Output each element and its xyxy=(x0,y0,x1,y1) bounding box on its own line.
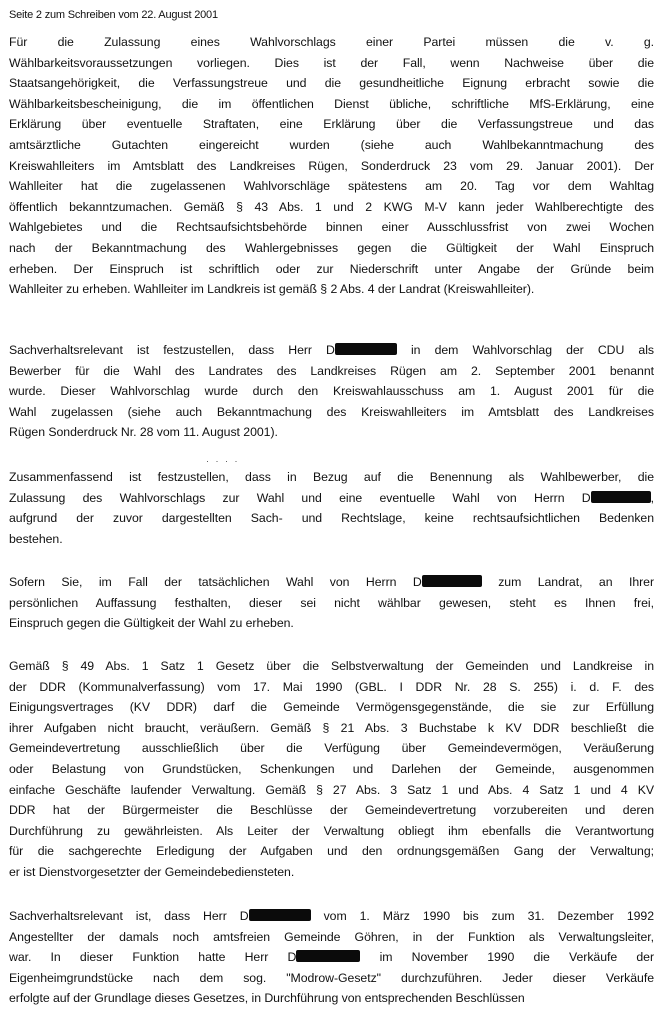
text-line: DDR hat der Bürgermeister die Beschlüsse der Gemeindevertretung vorzubereiten und deren xyxy=(9,803,654,818)
scan-speckle: · · · · xyxy=(206,456,240,466)
text-line: Wählbarkeitsvoraussetzungen vorliegen. Dies ist der Fall, wenn Nachweise über die xyxy=(9,55,654,70)
text-line: Gemeindevertretung ausschließlich über die Verfügung über Gemeindevermögen, Veräußerung xyxy=(9,741,654,756)
text-line: erfolgte auf der Grundlage dieses Gesetzes, in Durchführung von entsprechenden Beschlüssen xyxy=(9,991,525,1006)
text-line: bestehen. xyxy=(9,531,63,546)
text-line: nach der Bekanntmachung des Wahlergebnisses gegen die Gültigkeit der Wahl Einspruch xyxy=(9,240,654,255)
text-line xyxy=(9,906,654,927)
text-line: erheben. Der Einspruch ist schriftlich oder zur Niederschrift unter Angabe der Gründe beim xyxy=(9,261,654,276)
text-line: Wahlleiter hat die zugelassenen Wahlvorschläge spätestens am 20. Tag vor dem Wahltag xyxy=(9,179,654,194)
paragraph-5 xyxy=(9,656,654,883)
text-line: persönlichen Auffassung festhalten, dieser sei nicht wählbar gewesen, steht es Ihnen frei, xyxy=(9,595,654,610)
page-header: Seite 2 zum Schreiben vom 22. August 2001 xyxy=(9,9,218,21)
text-line: Eigenheimgrundstücke nach dem sog. "Modrow-Gesetz" durchzuführen. Jeder dieser Verkäufe xyxy=(9,970,654,985)
text-line: Wahlgebietes und die Rechtsaufsichtsbehörde binnen einer Ausschlussfrist von zwei Wochen xyxy=(9,220,654,235)
redaction-bar xyxy=(296,950,360,962)
text-segment: Sachverhaltsrelevant ist festzustellen, dass Herr D xyxy=(9,343,335,357)
text-line: Erklärung über eventuelle Straftaten, eine Erklärung über die Verfassungstreue und das xyxy=(9,117,654,132)
text-line: aufgrund der zuvor dargestellten Sach- und Rechtslage, keine rechtsaufsichtlichen Bedenken xyxy=(9,511,654,526)
text-line: Bewerber für die Wahl des Landrates des Landkreises Rügen am 2. September 2001 benannt xyxy=(9,363,654,378)
text-segment: im November 1990 die Verkäufe der xyxy=(379,950,654,965)
paragraph-6 xyxy=(9,906,654,1009)
text-segment: war. In dieser Funktion hatte Herr D xyxy=(9,950,297,965)
text-line: er ist Dienstvorgesetzter der Gemeindebediensteten. xyxy=(9,864,295,879)
paragraph-1 xyxy=(9,32,654,300)
text-line: für die sachgerechte Erledigung der Aufgaben und den ordnungsgemäßen Gang der Verwaltung; xyxy=(9,844,654,859)
text-line: Rügen Sonderdruck Nr. 28 vom 11. August 2001). xyxy=(9,425,278,440)
text-line: öffentlich bekanntzumachen. Gemäß § 43 Abs. 1 und 2 KWG M-V kann jeder Wahlberechtigte des xyxy=(9,199,654,214)
text-line: der DDR (Kommunalverfassung) vom 17. Mai 1990 (GBL. I DDR Nr. 28 S. 255) i. d. F. des xyxy=(9,679,654,694)
redaction-bar xyxy=(249,909,311,921)
text-line: Gemäß § 49 Abs. 1 Satz 1 Gesetz über die Selbstverwaltung der Gemeinden und Landkreise in xyxy=(9,659,654,673)
text-line xyxy=(9,340,654,361)
text-segment: , xyxy=(650,490,654,505)
paragraph-2 xyxy=(9,340,654,443)
paragraph-3 xyxy=(9,467,654,549)
text-line: ihrer Aufgaben nicht braucht, veräußern. Gemäß § 21 Abs. 3 Buchstabe k KV DDR beschließt die xyxy=(9,720,654,735)
text-line: Wahl zugelassen (siehe auch Bekanntmachung des Kreiswahlleiters im Amtsblatt des Landkreises xyxy=(9,404,654,419)
redaction-bar xyxy=(591,491,651,503)
redaction-bar xyxy=(335,343,397,355)
text-segment: vom 1. März 1990 bis zum 31. Dezember 1992 xyxy=(323,909,654,923)
text-line: einfache Geschäfte laufender Verwaltung. Gemäß § 27 Abs. 3 Satz 1 und Abs. 4 Satz 1 und 4 KV xyxy=(9,782,654,797)
text-line: Einigungsvertrages (KV DDR) darf die Gemeinde Vermögensgegenstände, die sie zur Erfüllung xyxy=(9,700,654,715)
paragraph-4 xyxy=(9,572,654,634)
text-line: oder Belastung von Grundstücken, Schenkungen und Darlehen der Gemeinde, ausgenommen xyxy=(9,761,654,776)
text-line: Wahlleiter zu erheben. Wahlleiter im Landkreis ist gemäß § 2 Abs. 4 der Landrat (Kreiswahlleiter). xyxy=(9,282,535,297)
text-line: amtsärztliche Gutachten eingereicht wurden (siehe auch Wahlbekanntmachung des xyxy=(9,137,654,152)
text-line: Staatsangehörigkeit, die Verfassungstreue und die gesundheitliche Eignung erbracht sowie die xyxy=(9,76,654,91)
text-line xyxy=(9,572,654,593)
text-line: Zusammenfassend ist festzustellen, dass in Bezug auf die Benennung als Wahlbewerber, die xyxy=(9,470,654,484)
text-line: Einspruch gegen die Gültigkeit der Wahl zu erheben. xyxy=(9,616,294,631)
text-segment: Sachverhaltsrelevant ist, dass Herr D xyxy=(9,909,249,923)
text-line: Durchführung zu gewährleisten. Als Leiter der Verwaltung obliegt ihm ebenfalls die Verantwortung xyxy=(9,823,654,838)
text-segment: zum Landrat, an Ihrer xyxy=(498,575,654,589)
text-segment: Zulassung des Wahlvorschlags zur Wahl und eine eventuelle Wahl von Herrn D xyxy=(9,490,591,505)
text-segment: Sofern Sie, im Fall der tatsächlichen Wahl von Herrn D xyxy=(9,575,422,589)
redaction-bar xyxy=(422,575,482,587)
text-line xyxy=(9,947,654,968)
text-line: Wählbarkeitsbescheinigung, die im öffentlichen Dienst übliche, schriftliche MfS-Erklärung, eine xyxy=(9,96,654,111)
text-line: Kreiswahlleiters im Amtsblatt des Landkreises Rügen, Sonderdruck 23 vom 29. Januar 2001). Der xyxy=(9,158,654,173)
text-line xyxy=(9,488,654,509)
text-line: Angestellter der damals noch amtsfreien Gemeinde Göhren, in der Funktion als Verwaltungsleiter, xyxy=(9,929,654,944)
text-line: wurde. Dieser Wahlvorschlag wurde durch den Kreiswahlausschuss am 1. August 2001 für die xyxy=(9,384,654,399)
text-line: Für die Zulassung eines Wahlvorschlags einer Partei müssen die v. g. xyxy=(9,35,654,49)
text-segment: in dem Wahlvorschlag der CDU als xyxy=(411,343,654,357)
